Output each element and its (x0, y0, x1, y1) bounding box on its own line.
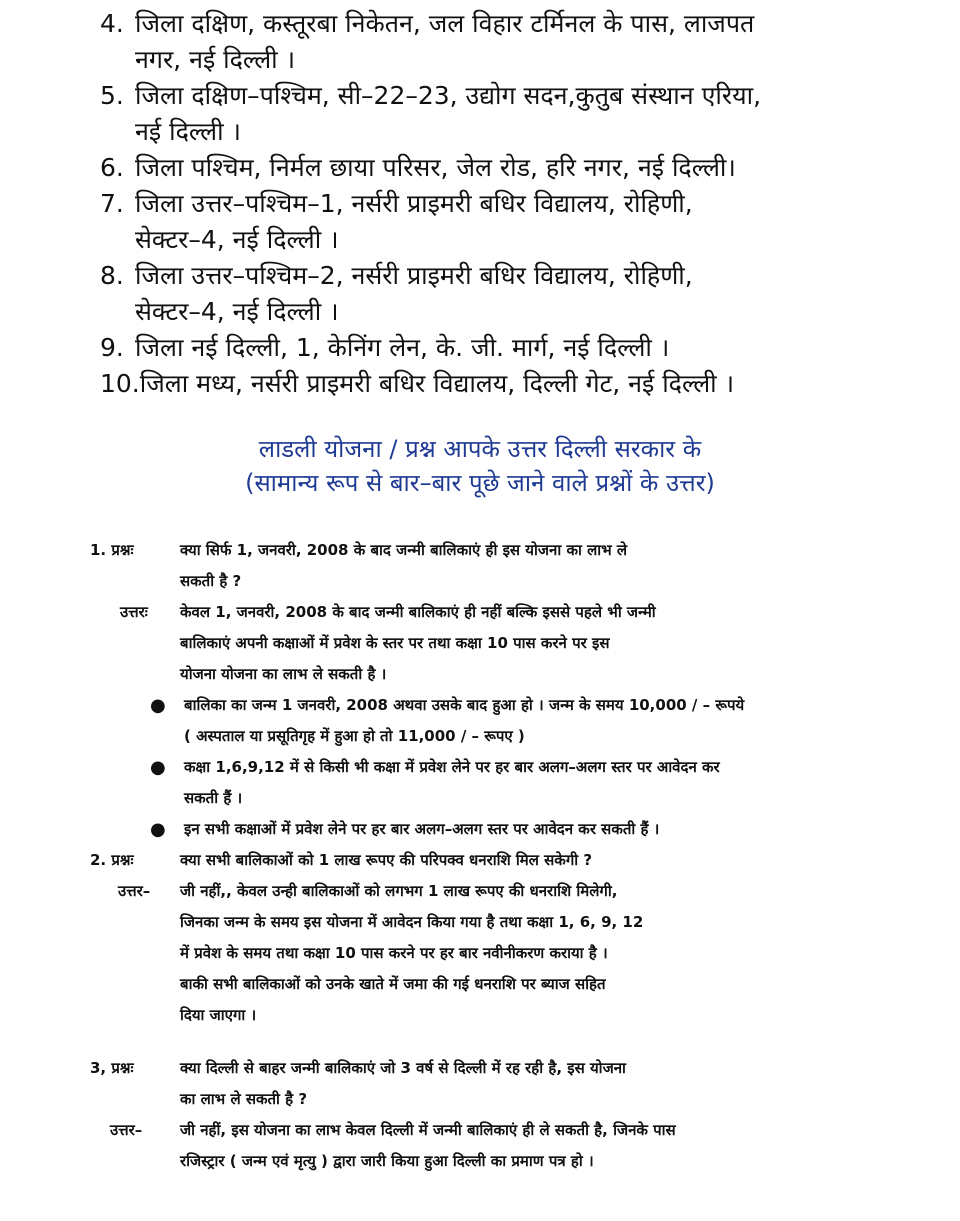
item-number: 6. (100, 153, 124, 182)
bullet-text: कक्षा 1,6,9,12 में से किसी भी कक्षा में प्रवेश लेने पर हर बार अलग–अलग स्तर पर आवेदन कर (184, 758, 720, 776)
address-item (100, 330, 880, 366)
address-line: नई दिल्ली । (135, 117, 241, 146)
answer-text: बाकी सभी बालिकाओं को उनके खाते में जमा की गई धनराशि पर ब्याज सहित (180, 975, 606, 993)
answer-text: योजना योजना का लाभ ले सकती है । (180, 665, 387, 683)
answer-label: उत्तर– (118, 882, 151, 900)
address-line: सेक्टर–4, नई दिल्ली । (135, 225, 339, 254)
answer-1 (90, 597, 880, 690)
bullet-dot-icon: ● (150, 757, 166, 778)
address-item (100, 258, 880, 330)
item-number: 9. (100, 333, 124, 362)
section-heading (0, 432, 960, 500)
question-label: 3, प्रश्नः (90, 1059, 134, 1077)
bullet-item (150, 690, 880, 752)
question-3 (90, 1053, 880, 1115)
question-text: क्या सिर्फ 1, जनवरी, 2008 के बाद जन्मी बालिकाएं ही इस योजना का लाभ ले (180, 541, 628, 559)
heading-line-2: (सामान्य रूप से बार–बार पूछे जाने वाले प्रश्नों के उत्तर) (245, 469, 715, 497)
address-item (100, 78, 880, 150)
bullet-text: सकती हैं । (184, 789, 243, 807)
item-number: 10. (100, 369, 140, 398)
item-number: 4. (100, 9, 124, 38)
answer-text: दिया जाएगा । (180, 1006, 257, 1024)
address-line: नगर, नई दिल्ली । (135, 45, 296, 74)
answer-text: जिनका जन्म के समय इस योजना में आवेदन किया गया है तथा कक्षा 1, 6, 9, 12 (180, 913, 644, 931)
item-number: 7. (100, 189, 124, 218)
answer-text: में प्रवेश के समय तथा कक्षा 10 पास करने पर हर बार नवीनीकरण कराया है । (180, 944, 608, 962)
bullet-dot-icon: ● (150, 819, 166, 840)
address-line: जिला उत्तर–पश्चिम–1, नर्सरी प्राइमरी बधिर विद्यालय, रोहिणी, (135, 189, 693, 218)
address-line: जिला दक्षिण, कस्तूरबा निकेतन, जल विहार टर्मिनल के पास, लाजपत (135, 9, 755, 38)
bullet-text: बालिका का जन्म 1 जनवरी, 2008 अथवा उसके बाद हुआ हो । जन्म के समय 10,000 / – रूपये (184, 696, 745, 714)
answer-2 (90, 876, 880, 1031)
answer-label: उत्तरः (120, 603, 148, 621)
address-line: जिला मध्य, नर्सरी प्राइमरी बधिर विद्यालय, दिल्ली गेट, नई दिल्ली । (139, 369, 735, 398)
answer-text: जी नहीं, इस योजना का लाभ केवल दिल्ली में जन्मी बालिकाएं ही ले सकती है, जिनके पास (180, 1121, 676, 1139)
bullet-dot-icon: ● (150, 695, 166, 716)
address-item (100, 366, 880, 402)
address-line: जिला दक्षिण–पश्चिम, सी–22–23, उद्योग सदन,कुतुब संस्थान एरिया, (135, 81, 762, 110)
address-line: जिला नई दिल्ली, 1, केनिंग लेन, के. जी. मार्ग, नई दिल्ली । (135, 333, 670, 362)
address-list (100, 6, 880, 402)
answer-label: उत्तर– (110, 1121, 143, 1139)
question-text: सकती है ? (180, 572, 242, 590)
bullet-text: ( अस्पताल या प्रसूतिगृह में हुआ हो तो 11,000 / – रूपए ) (184, 727, 525, 745)
question-1 (90, 535, 880, 597)
answer-text: केवल 1, जनवरी, 2008 के बाद जन्मी बालिकाएं ही नहीं बल्कि इससे पहले भी जन्मी (180, 603, 656, 621)
question-text: क्या सभी बालिकाओं को 1 लाख रूपए की परिपक्व धनराशि मिल सकेगी ? (180, 851, 593, 869)
address-item (100, 6, 880, 78)
address-item (100, 150, 880, 186)
question-2 (90, 845, 880, 876)
answer-3 (90, 1115, 880, 1177)
bullet-text: इन सभी कक्षाओं में प्रवेश लेने पर हर बार अलग–अलग स्तर पर आवेदन कर सकती हैं । (184, 820, 660, 838)
heading-line-1: लाडली योजना / प्रश्न आपके उत्तर दिल्ली सरकार के (258, 435, 702, 463)
item-number: 8. (100, 261, 124, 290)
question-label: 1. प्रश्नः (90, 541, 134, 559)
item-number: 5. (100, 81, 124, 110)
address-line: जिला उत्तर–पश्चिम–2, नर्सरी प्राइमरी बधिर विद्यालय, रोहिणी, (135, 261, 693, 290)
address-line: सेक्टर–4, नई दिल्ली । (135, 297, 339, 326)
question-label: 2. प्रश्नः (90, 851, 134, 869)
answer-text: बालिकाएं अपनी कक्षाओं में प्रवेश के स्तर पर तथा कक्षा 10 पास करने पर इस (180, 634, 610, 652)
address-item (100, 186, 880, 258)
answer-text: रजिस्ट्रार ( जन्म एवं मृत्यु ) द्वारा जारी किया हुआ दिल्ली का प्रमाण पत्र हो । (180, 1152, 594, 1170)
bullet-item (150, 814, 880, 845)
question-text: का लाभ ले सकती है ? (180, 1090, 308, 1108)
question-text: क्या दिल्ली से बाहर जन्मी बालिकाएं जो 3 वर्ष से दिल्ली में रह रही है, इस योजना (180, 1059, 626, 1077)
bullet-item (150, 752, 880, 814)
answer-text: जी नहीं,, केवल उन्ही बालिकाओं को लगभग 1 लाख रूपए की धनराशि मिलेगी, (180, 882, 618, 900)
address-line: जिला पश्चिम, निर्मल छाया परिसर, जेल रोड, हरि नगर, नई दिल्ली। (135, 153, 736, 182)
